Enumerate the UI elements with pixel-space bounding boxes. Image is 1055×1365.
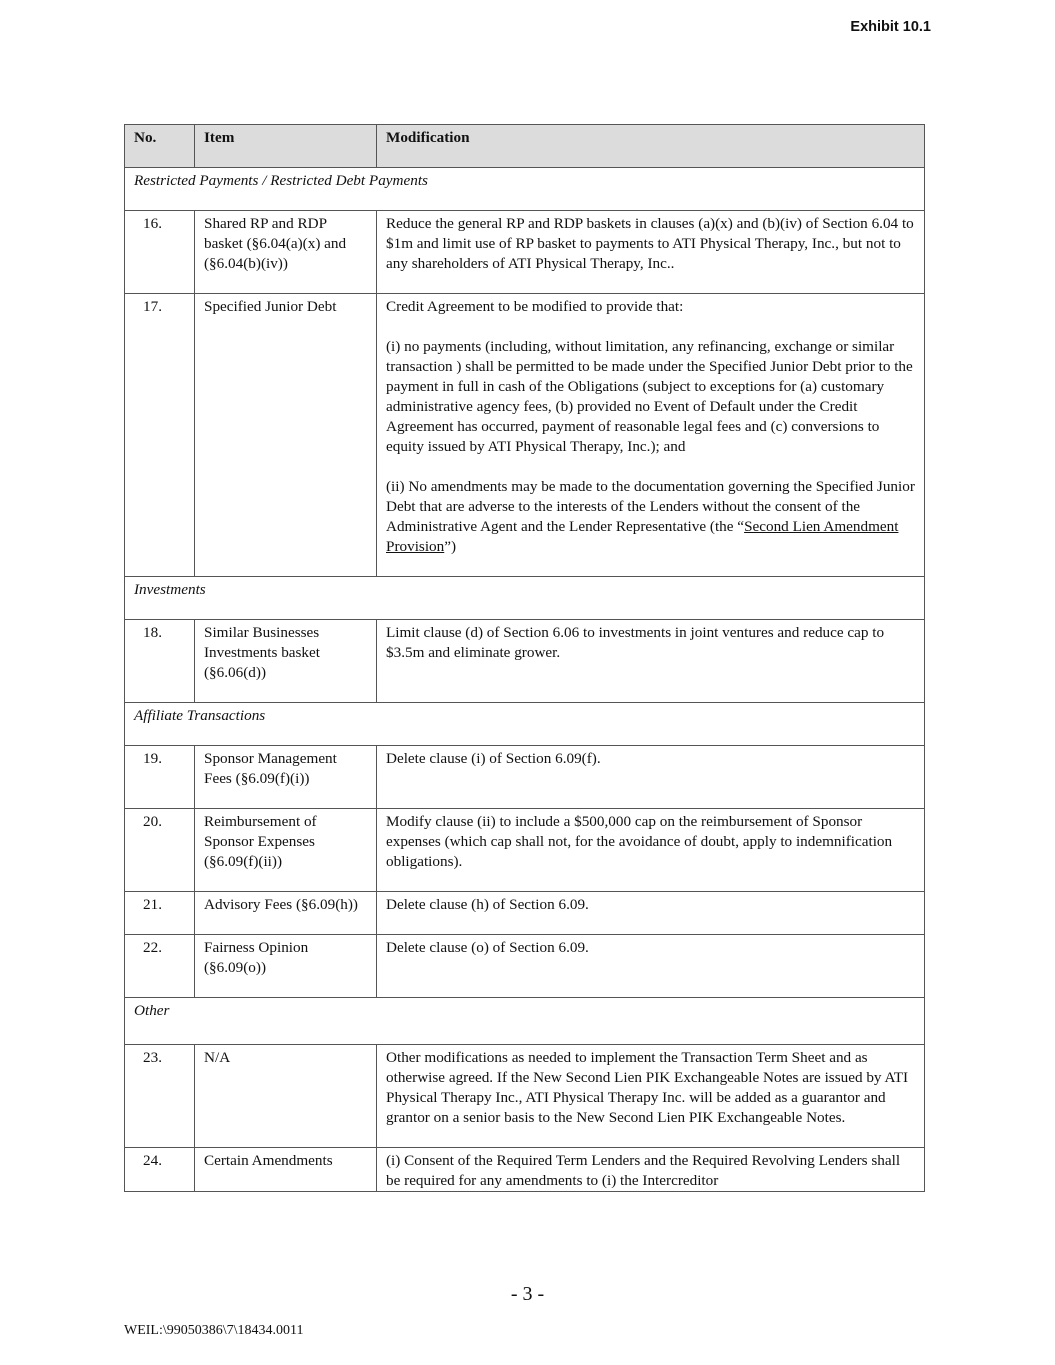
row-modification: Delete clause (o) of Section 6.09. <box>377 935 925 998</box>
table-row <box>125 935 925 998</box>
row-item: Sponsor Management Fees (§6.09(f)(i)) <box>195 746 377 809</box>
table-row <box>125 620 925 703</box>
row-number: 19. <box>125 746 195 809</box>
section-investments: Investments <box>125 577 925 620</box>
row-item: Shared RP and RDP basket (§6.04(a)(x) and (§6.04(b)(iv)) <box>195 211 377 294</box>
table-row <box>125 211 925 294</box>
row-modification: Delete clause (h) of Section 6.09. <box>377 892 925 935</box>
row-item: Advisory Fees (§6.09(h)) <box>195 892 377 935</box>
header-modification: Modification <box>377 125 925 168</box>
row-number: 16. <box>125 211 195 294</box>
table-header-row <box>125 125 925 168</box>
row-item: Fairness Opinion (§6.09(o)) <box>195 935 377 998</box>
modification-paragraph: (i) no payments (including, without limitation, any refinancing, exchange or similar transaction ) shall be permitted to be made under the Specified Junior Debt prior to the payment in full in cash of the Obligations (subject to exceptions for (a) customary administrative agency fees, (b) provided no Event of Default under the Credit Agreement has occurred, payment of reasonable legal fees and (c) conversions to equity issued by ATI Physical Therapy, Inc.); and <box>386 338 913 455</box>
section-affiliate-transactions: Affiliate Transactions <box>125 703 925 746</box>
paragraph-text: ”) <box>444 538 457 555</box>
row-number: 21. <box>125 892 195 935</box>
row-modification <box>377 294 925 577</box>
row-item: Certain Amendments <box>195 1148 377 1192</box>
defined-term: Second Lien Amendment Provision <box>386 518 899 555</box>
table-row <box>125 746 925 809</box>
row-modification: Modify clause (ii) to include a $500,000 cap on the reimbursement of Sponsor expenses (which cap shall not, for the avoidance of doubt, apply to indemnification obligations). <box>377 809 925 892</box>
row-item: Specified Junior Debt <box>195 294 377 577</box>
section-row <box>125 168 925 211</box>
modification-paragraph: Credit Agreement to be modified to provide that: <box>386 298 684 315</box>
row-modification: Delete clause (i) of Section 6.09(f). <box>377 746 925 809</box>
modifications-table <box>124 124 925 1192</box>
header-item: Item <box>195 125 377 168</box>
row-number: 17. <box>125 294 195 577</box>
exhibit-label: Exhibit 10.1 <box>850 19 931 35</box>
page-number: - 3 - <box>510 1283 545 1305</box>
document-id: WEIL:\99050386\7\18434.0011 <box>124 1323 304 1338</box>
row-modification: Other modifications as needed to implement the Transaction Term Sheet and as otherwise agreed. If the New Second Lien PIK Exchangeable Notes are issued by ATI Physical Therapy Inc., ATI Physical Therapy Inc. will be added as a guarantor and grantor on a senior basis to the New Second Lien PIK Exchangeable Notes. <box>377 1045 925 1148</box>
table-row <box>125 809 925 892</box>
table-row <box>125 294 925 577</box>
section-row <box>125 703 925 746</box>
row-modification: Reduce the general RP and RDP baskets in clauses (a)(x) and (b)(iv) of Section 6.04 to $1m and limit use of RP basket to payments to ATI Physical Therapy, Inc., but not to any shareholders of ATI Physical Therapy, Inc.. <box>377 211 925 294</box>
section-other: Other <box>125 998 925 1045</box>
table-row <box>125 1045 925 1148</box>
section-row <box>125 998 925 1045</box>
table-row <box>125 1148 925 1192</box>
row-modification: (i) Consent of the Required Term Lenders and the Required Revolving Lenders shall be required for any amendments to (i) the Intercreditor <box>377 1148 925 1192</box>
row-number: 18. <box>125 620 195 703</box>
row-item: N/A <box>195 1045 377 1148</box>
row-item: Reimbursement of Sponsor Expenses (§6.09(f)(ii)) <box>195 809 377 892</box>
section-row <box>125 577 925 620</box>
row-number: 22. <box>125 935 195 998</box>
row-number: 23. <box>125 1045 195 1148</box>
row-number: 20. <box>125 809 195 892</box>
section-restricted-payments: Restricted Payments / Restricted Debt Payments <box>125 168 925 211</box>
header-no: No. <box>125 125 195 168</box>
modification-paragraph <box>386 477 915 557</box>
paragraph-text: (ii) No amendments may be made to the documentation governing the Specified Junior Debt that are adverse to the interests of the Lenders without the consent of the Administrative Agent and the Lender Representative (the “ <box>386 478 915 535</box>
row-modification: Limit clause (d) of Section 6.06 to investments in joint ventures and reduce cap to $3.5m and eliminate grower. <box>377 620 925 703</box>
row-item: Similar Businesses Investments basket (§6.06(d)) <box>195 620 377 703</box>
row-number: 24. <box>125 1148 195 1192</box>
table-row <box>125 892 925 935</box>
